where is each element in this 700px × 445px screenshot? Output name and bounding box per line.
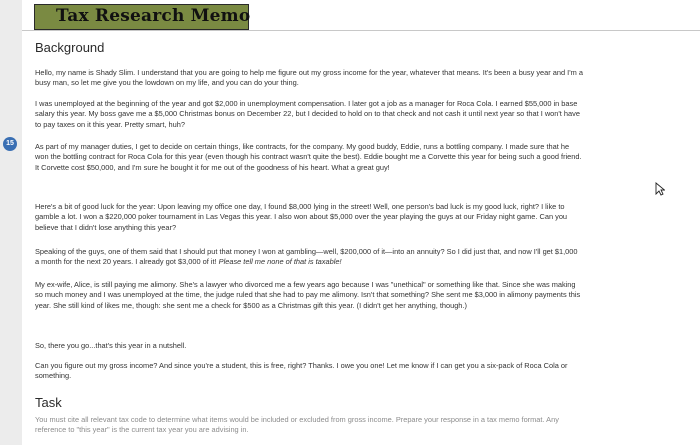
paragraph-luck: Here's a bit of good luck for the year: Upon leaving my office one day, I found $8,000 lying in the street! Well, one person's bad luck is my good luck, right? I like to gamble a lot. I won a $220,000 poker tournament in Las Vegas this year. I also won about $5,000 over the year playing the guys at our Friday night game. Can you believe that I didn't lose anything this year? bbox=[35, 202, 568, 232]
paragraph-annuity bbox=[35, 247, 583, 268]
page-title: Tax Research Memo bbox=[56, 6, 251, 26]
background-heading: Background bbox=[35, 40, 105, 55]
task-heading: Task bbox=[35, 395, 62, 410]
paragraph-intro: Hello, my name is Shady Slim. I understand that you are going to help me figure out my gross income for the year, whatever that means. It's been a busy year and I'm a busy man, so let me give you the lowdown on my life, and you can do your thing. bbox=[35, 68, 583, 88]
title-divider bbox=[22, 30, 700, 31]
left-margin-strip bbox=[0, 0, 22, 445]
annuity-emphasis: Please tell me none of that is taxable! bbox=[218, 257, 342, 267]
paragraph-employment: I was unemployed at the beginning of the year and got $2,000 in unemployment compensation. I later got a job as a manager for Roca Cola. I earned $55,000 in base salary this year. My boss gave me a $5,000 Christmas bonus on December 22, but I decided to hold on to that check and not cash it until next year so that I won't have to pay taxes on it this year. Pretty smart, huh? bbox=[35, 99, 580, 129]
annuity-text: Speaking of the guys, one of them said that I should put that money I won at gambling—well, $200,000 of it—into an annuity? So I did just that, and now I'll get $1,000 a month for the next 20 years. I already got $3,000 of it! bbox=[35, 247, 578, 267]
paragraph-contract: As part of my manager duties, I get to decide on certain things, like contracts, for the company. My good buddy, Eddie, runs a bottling company. I made sure that he won the bottling contract for Roca Cola for this year (even though his contract wasn't quite the best). Eddie bought me a Corvette this year for being such a good friend. It Corvette cost $50,000, and I'm sure he bought it for me out of the goodness of his heart. What a great guy! bbox=[35, 142, 582, 172]
paragraph-alimony: My ex-wife, Alice, is still paying me alimony. She's a lawyer who divorced me a few years ago because I was "unethical" or something like that. Since she was making so much money and I was unemployed at the time, the judge ruled that she had to pay me alimony. Isn't that something? She sent me $3,000 in alimony payments this year. She still kind of likes me, though: she sent me a check for $500 as a Christmas gift this year. (I didn't get her anything, though.) bbox=[35, 280, 581, 310]
paragraph-task: You must cite all relevant tax code to determine what items would be included or excluded from gross income. Prepare your response in a tax memo format. Any reference to "this year" is the current tax year you are advising in. bbox=[35, 415, 559, 435]
mouse-cursor-icon bbox=[655, 182, 665, 196]
notification-badge[interactable]: 15 bbox=[3, 137, 17, 151]
paragraph-nutshell: So, there you go...that's this year in a nutshell. bbox=[35, 341, 187, 350]
paragraph-request: Can you figure out my gross income? And since you're a student, this is free, right? Thanks. I owe you one! Let me know if I can get you a six-pack of Roca Cola or something. bbox=[35, 361, 568, 381]
